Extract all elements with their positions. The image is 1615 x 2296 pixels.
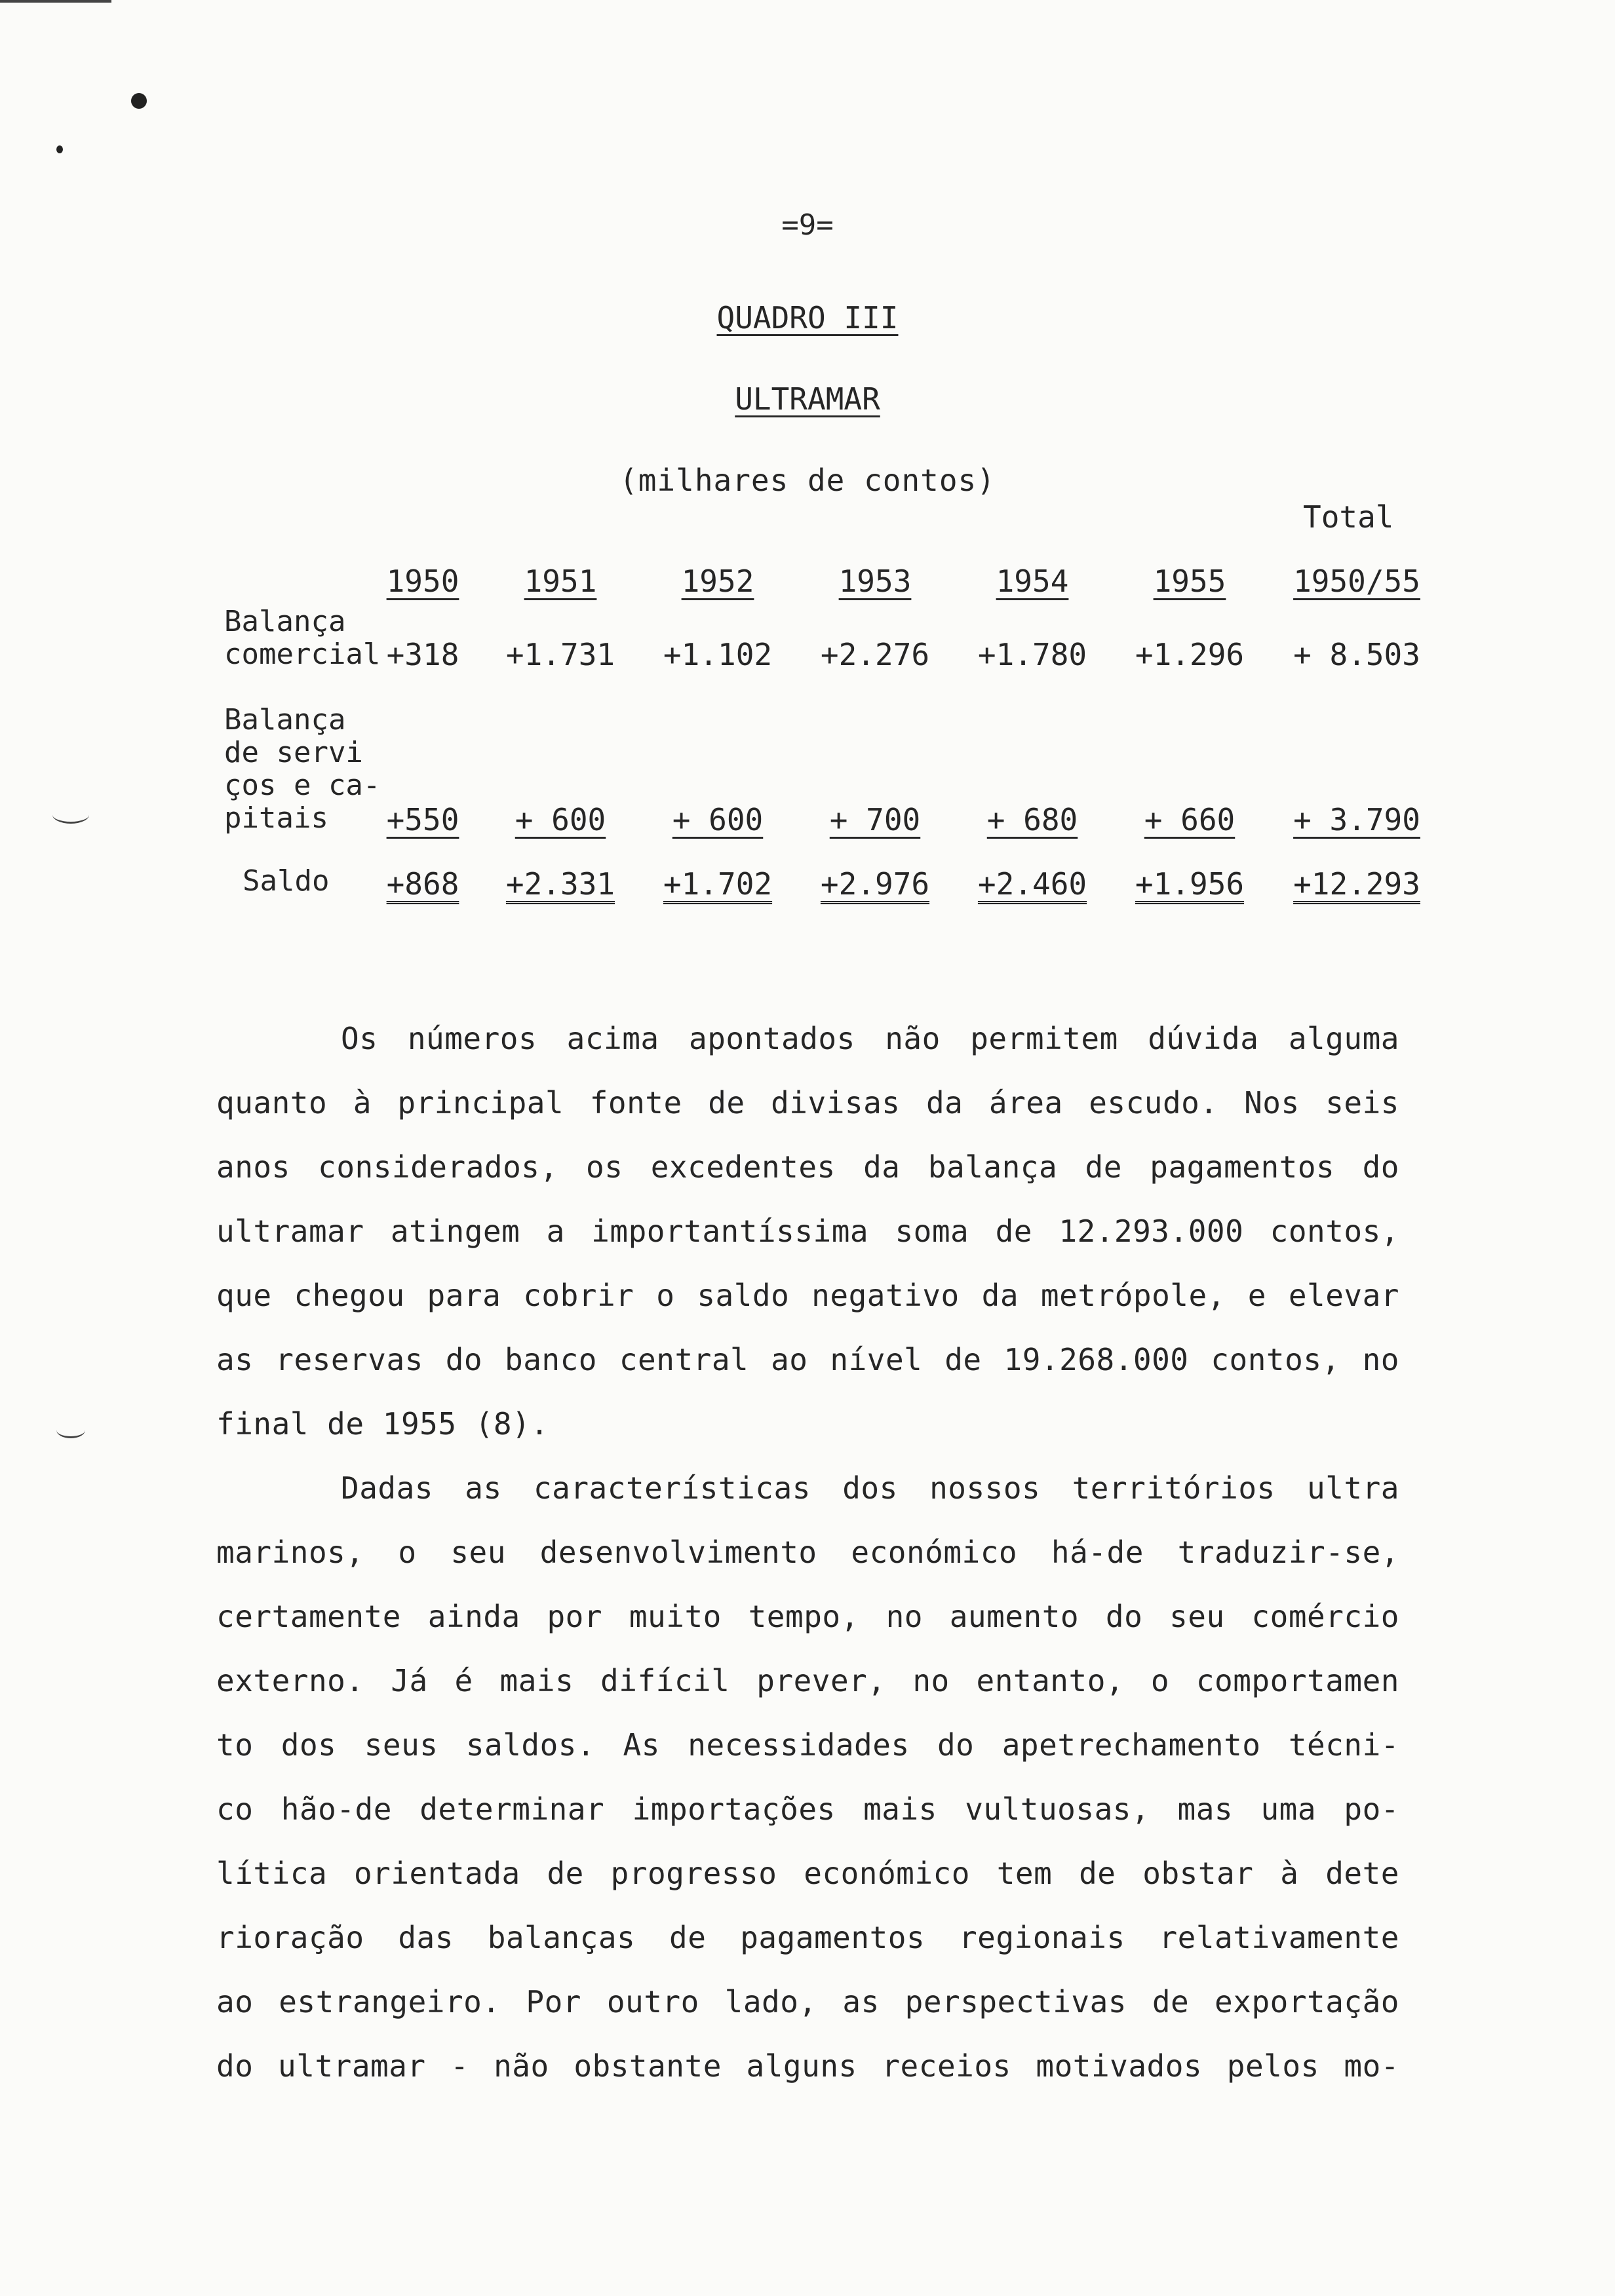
table-cell: + 680 — [986, 802, 1078, 837]
body-line: to dos seus saldos. As necessidades do apetrechamento técni- — [216, 1727, 1399, 1763]
table-cell: +550 — [386, 802, 459, 837]
row-label-balanca-servicos — [224, 704, 380, 835]
table-cell: +318 — [386, 637, 459, 672]
body-line: Os números acima apontados não permitem dúvida alguma — [341, 1021, 1399, 1056]
table-cell: + 3.790 — [1293, 802, 1420, 837]
body-line: anos considerados, os excedentes da balança de pagamentos do — [216, 1149, 1399, 1185]
column-header: 1950/55 — [1293, 564, 1420, 599]
column-header: 1953 — [838, 564, 912, 599]
row-label-balanca-comercial — [224, 605, 380, 671]
row-label-line: Saldo — [243, 864, 330, 898]
row-label-line: pitais — [224, 801, 328, 835]
body-line: final de 1955 (8). — [216, 1406, 549, 1442]
table-cell: +2.276 — [820, 637, 930, 672]
row-label-line: ços e ca- — [224, 769, 381, 802]
table-cell: +12.293 — [1293, 866, 1420, 902]
body-line: do ultramar - não obstante alguns receios motivados pelos mo- — [216, 2048, 1399, 2084]
body-line: lítica orientada de progresso económico tem de obstar à dete — [216, 1856, 1399, 1891]
body-line: ao estrangeiro. Por outro lado, as perspectivas de exportação — [216, 1984, 1399, 2019]
body-line: as reservas do banco central ao nível de 19.268.000 contos, no — [216, 1342, 1399, 1377]
column-header: 1954 — [996, 564, 1069, 599]
body-line: ultramar atingem a importantíssima soma de 12.293.000 contos, — [216, 1214, 1399, 1249]
column-header: 1951 — [524, 564, 597, 599]
body-line: certamente ainda por muito tempo, no aumento do seu comércio — [216, 1599, 1399, 1634]
total-label: Total — [1303, 499, 1394, 535]
table-units: (milhares de contos) — [619, 463, 996, 498]
page-number: =9= — [781, 208, 834, 242]
table-cell: + 600 — [672, 802, 764, 837]
ink-blot — [131, 93, 147, 109]
table-cell: +2.976 — [820, 866, 930, 902]
table-cell: +1.702 — [663, 866, 773, 902]
body-line: rioração das balanças de pagamentos regionais relativamente — [216, 1920, 1399, 1955]
scan-edge-line — [0, 0, 111, 3]
row-label-line: comercial — [224, 638, 381, 671]
table-cell: +1.102 — [663, 637, 773, 672]
body-line: co hão-de determinar importações mais vultuosas, mas uma po- — [216, 1791, 1399, 1827]
binding-mark — [56, 1422, 85, 1438]
row-label-line: de servi — [224, 736, 363, 769]
ink-dot — [56, 145, 63, 153]
binding-mark — [52, 806, 89, 824]
body-line: externo. Já é mais difícil prever, no entanto, o comportamen — [216, 1663, 1399, 1698]
body-line: marinos, o seu desenvolvimento económico há-de traduzir-se, — [216, 1535, 1399, 1570]
table-title: QUADRO III — [716, 300, 899, 335]
table-cell: + 700 — [829, 802, 921, 837]
row-label-line: Balança — [224, 605, 346, 638]
table-subtitle: ULTRAMAR — [735, 381, 880, 417]
table-cell: +1.731 — [505, 637, 615, 672]
body-line: quanto à principal fonte de divisas da área escudo. Nos seis — [216, 1085, 1399, 1120]
table-cell: +1.296 — [1135, 637, 1245, 672]
table-cell: +1.780 — [977, 637, 1087, 672]
table-cell: + 660 — [1144, 802, 1236, 837]
body-line: Dadas as características dos nossos territórios ultra — [341, 1470, 1399, 1506]
row-label-line: Balança — [224, 703, 346, 737]
table-cell: +868 — [386, 866, 459, 902]
table-cell: + 8.503 — [1293, 637, 1420, 672]
column-header: 1952 — [681, 564, 754, 599]
table-cell: +2.331 — [505, 866, 615, 902]
column-header: 1955 — [1153, 564, 1226, 599]
table-cell: + 600 — [515, 802, 606, 837]
table-cell: +2.460 — [977, 866, 1087, 902]
body-line: que chegou para cobrir o saldo negativo da metrópole, e elevar — [216, 1278, 1399, 1313]
table-cell: +1.956 — [1135, 866, 1245, 902]
row-label-saldo — [243, 865, 329, 898]
column-header: 1950 — [386, 564, 459, 599]
